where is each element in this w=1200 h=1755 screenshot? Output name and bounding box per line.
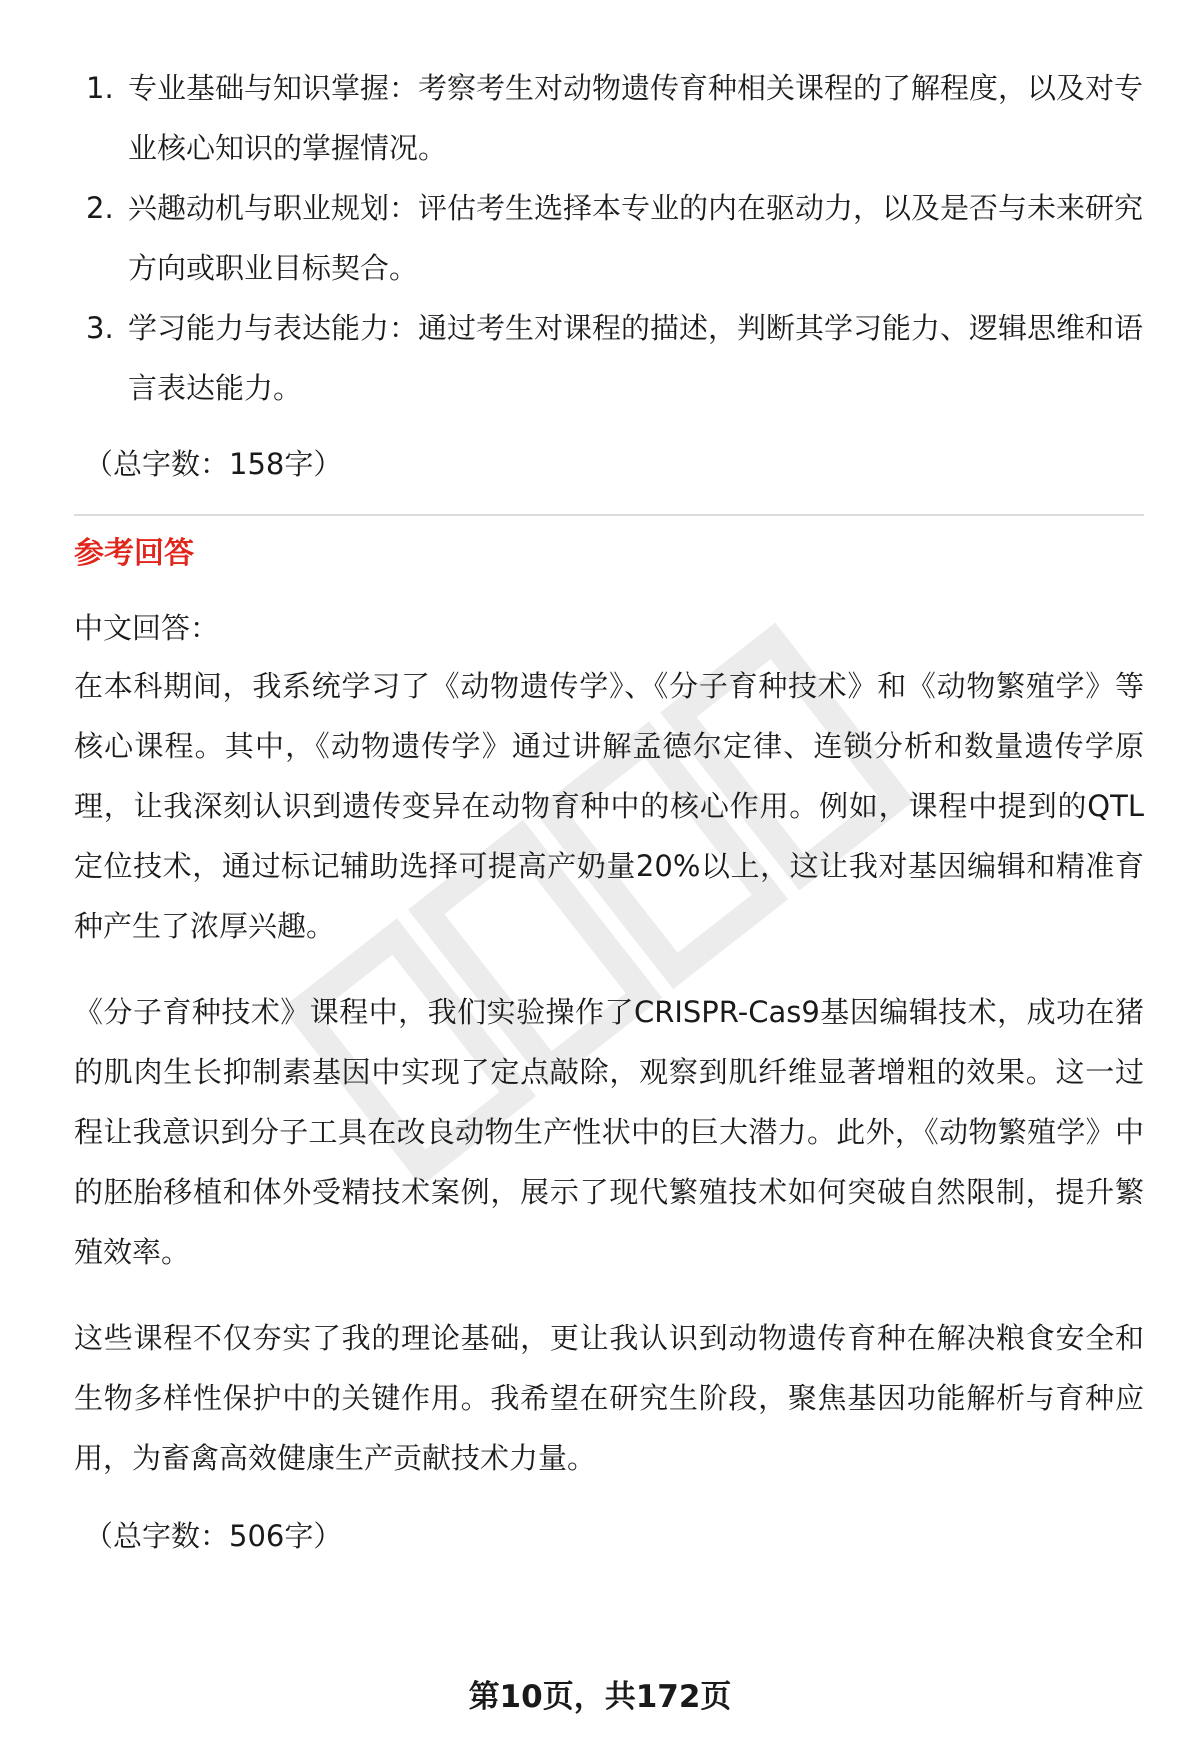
- list-item-text: 学习能力与表达能力：通过考生对课程的描述，判断其学习能力、逻辑思维和语言表达能力。: [128, 311, 1144, 405]
- section-title-reference-answer: 参考回答: [74, 536, 194, 571]
- list-item: [74, 58, 1144, 178]
- answer-paragraph: 在本科期间，我系统学习了《动物遗传学》、《分子育种技术》和《动物繁殖学》等核心课程。其中，《动物遗传学》通过讲解孟德尔定律、连锁分析和数量遗传学原理，让我深刻认识到遗传变异在动物育种中的核心作用。例如，课程中提到的QTL定位技术，通过标记辅助选择可提高产奶量20%以上，这让我对基因编辑和精准育种产生了浓厚兴趣。: [74, 669, 1144, 943]
- answer-language-label: 中文回答：: [74, 611, 220, 645]
- section-divider: [74, 514, 1144, 516]
- page-number-footer: 第10页，共172页: [468, 1679, 732, 1715]
- list-item-text: 专业基础与知识掌握：考察考生对动物遗传育种相关课程的了解程度，以及对专业核心知识的掌握情况。: [128, 71, 1144, 165]
- evaluation-criteria-list: [74, 58, 1144, 418]
- list-item-text: 兴趣动机与职业规划：评估考生选择本专业的内在驱动力，以及是否与未来研究方向或职业目标契合。: [128, 191, 1144, 285]
- answer-paragraph: 这些课程不仅夯实了我的理论基础，更让我认识到动物遗传育种在解决粮食安全和生物多样性保护中的关键作用。我希望在研究生阶段，聚焦基因功能解析与育种应用，为畜禽高效健康生产贡献技术力量。: [74, 1321, 1144, 1475]
- list-item: [74, 298, 1144, 418]
- word-count-answer: （总字数：506字）: [84, 1519, 343, 1553]
- main-content: [74, 58, 1144, 1558]
- word-count-evaluation: （总字数：158字）: [84, 447, 343, 481]
- list-item-number: 1.: [86, 71, 114, 105]
- list-item: [74, 178, 1144, 298]
- list-item-number: 3.: [86, 311, 114, 345]
- list-item-number: 2.: [86, 191, 114, 225]
- answer-paragraph: 《分子育种技术》课程中，我们实验操作了CRISPR-Cas9基因编辑技术，成功在猪的肌肉生长抑制素基因中实现了定点敲除，观察到肌纤维显著增粗的效果。这一过程让我意识到分子工具在改良动物生产性状中的巨大潜力。此外，《动物繁殖学》中的胚胎移植和体外受精技术案例，展示了现代繁殖技术如何突破自然限制，提升繁殖效率。: [74, 995, 1144, 1269]
